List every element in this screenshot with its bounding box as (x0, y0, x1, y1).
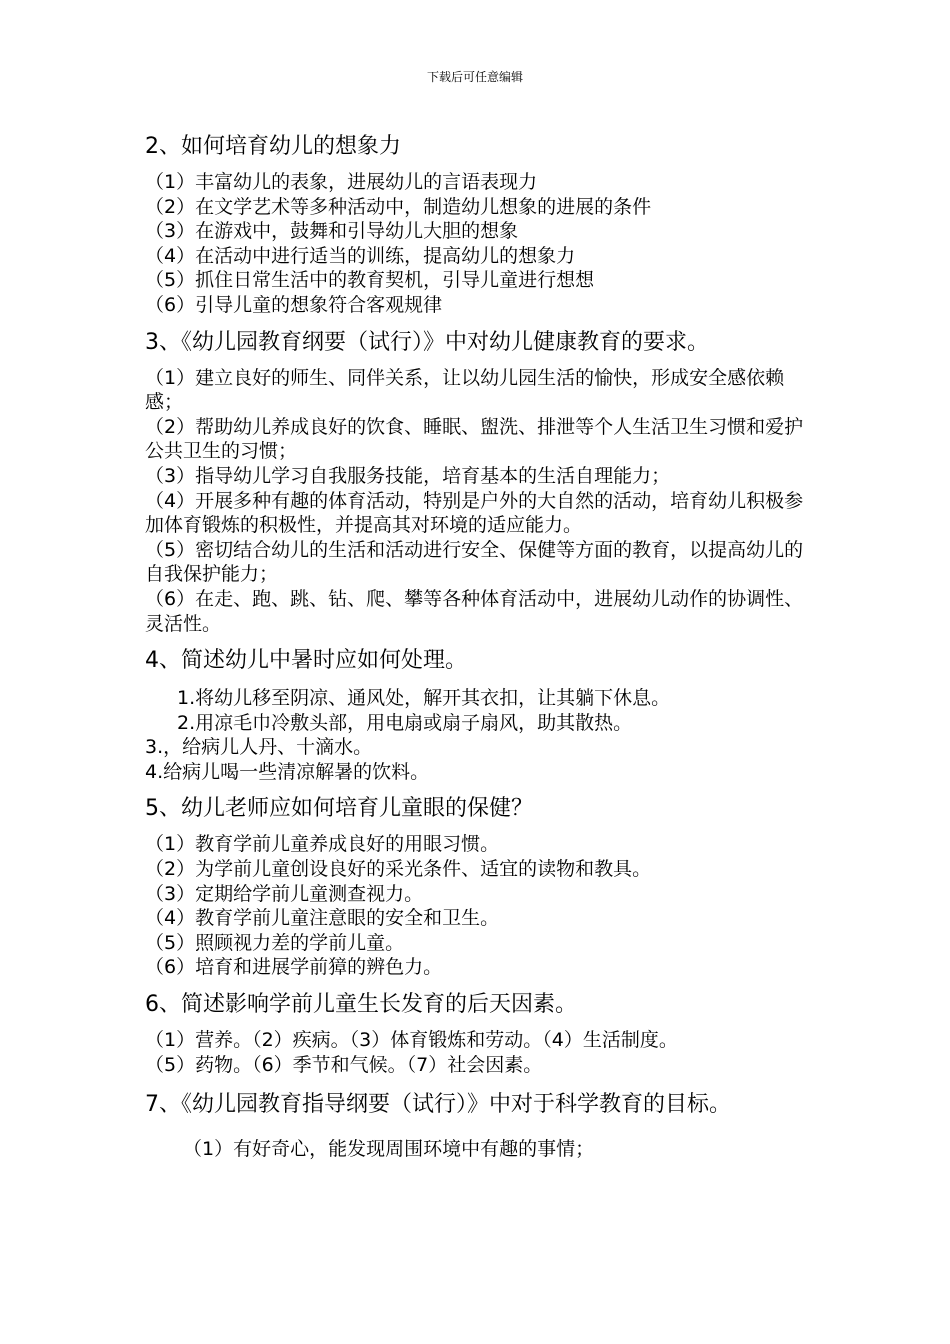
list-item: 2.用凉毛巾冷敷头部，用电扇或扇子扇风，助其散热。 (177, 711, 633, 734)
list-item: （6）培育和进展学前獐的辨色力。 (145, 956, 443, 979)
list-item: 4.给病儿喝一些清凉解暑的饮料。 (145, 760, 430, 783)
list-item: （5）药物。（6）季节和气候。（7）社会因素。 (145, 1053, 543, 1076)
list-item: （4）在活动中进行适当的训练，提高幼儿的想象力 (145, 244, 576, 267)
section-4 (145, 644, 810, 784)
list-item: （1）营养。（2）疾病。（3）体育锻炼和劳动。（4）生活制度。 (145, 1029, 678, 1052)
section-heading: 3、《幼儿园教育纲要（试行）》中对幼儿健康教育的要求。 (145, 329, 709, 355)
list-item: （5）密切结合幼儿的生活和活动进行安全、保健等方面的教育，以提高幼儿的自我保护能力； (145, 538, 804, 586)
list-item: （2）帮助幼儿养成良好的饮食、睡眠、盥洗、排泄等个人生活卫生习惯和爱护公共卫生的习惯； (145, 415, 804, 463)
section-heading: 6、简述影响学前儿童生长发育的后天因素。 (145, 992, 577, 1018)
page-header: 下载后可任意编辑 (426, 70, 523, 84)
answer-list (145, 686, 810, 784)
list-item: 3.，给病儿人丹、十滴水。 (145, 736, 373, 759)
list-item: （5）抓住日常生活中的教育契机，引导儿童进行想想 (145, 269, 595, 292)
answer-list (145, 366, 810, 637)
section-6 (145, 988, 810, 1077)
list-item: （3）指导幼儿学习自我服务技能，培育基本的生活自理能力； (145, 464, 671, 487)
list-item: （3）在游戏中，鼓舞和引导幼儿大胆的想象 (145, 220, 519, 243)
section-heading: 4、简述幼儿中暑时应如何处理。 (145, 648, 467, 674)
list-item: （1）丰富幼儿的表象，进展幼儿的言语表现力 (145, 171, 538, 193)
section-5 (145, 792, 810, 980)
section-2 (145, 130, 810, 318)
list-item: （3）定期给学前儿童测查视力。 (145, 882, 424, 905)
list-item: （1）教育学前儿童养成良好的用眼习惯。 (145, 833, 500, 856)
list-item: （4）教育学前儿童注意眼的安全和卫生。 (145, 907, 500, 930)
list-item: （1）有好奇心，能发现周围环境中有趣的事情； (183, 1138, 595, 1161)
list-item: 1.将幼儿移至阴凉、通风处，解开其衣扣，让其躺下休息。 (177, 687, 671, 710)
list-item: （4）开展多种有趣的体育活动，特别是户外的大自然的活动，培育幼儿积极参加体育锻炼的积极性，并提高其对环境的适应能力。 (145, 489, 804, 537)
section-7 (145, 1077, 810, 1162)
list-item: （1）建立良好的师生、同伴关系，让以幼儿园生活的愉快，形成安全感依赖感； (145, 366, 785, 414)
section-heading: 7、《幼儿园教育指导纲要（试行）》中对于科学教育的目标。 (145, 1092, 731, 1118)
section-heading: 2、如何培育幼儿的想象力 (145, 134, 401, 159)
list-item: （6）引导儿童的想象符合客观规律 (145, 293, 443, 316)
list-item: （6）在走、跑、跳、钻、爬、攀等各种体育活动中，进展幼儿动作的协调性、灵活性。 (145, 587, 804, 635)
answer-list (145, 1028, 810, 1077)
answer-list (145, 832, 810, 980)
section-heading: 5、幼儿老师应如何培育儿童眼的保健？ (145, 796, 533, 822)
list-item: （2）为学前儿童创设良好的采光条件、适宜的读物和教具。 (145, 858, 652, 881)
list-item: （5）照顾视力差的学前儿童。 (145, 931, 405, 954)
answer-list (145, 1137, 810, 1162)
list-item: （2）在文学艺术等多种活动中，制造幼儿想象的进展的条件 (145, 195, 652, 218)
document-body (145, 130, 810, 1162)
section-3 (145, 326, 810, 637)
answer-list (145, 170, 810, 318)
